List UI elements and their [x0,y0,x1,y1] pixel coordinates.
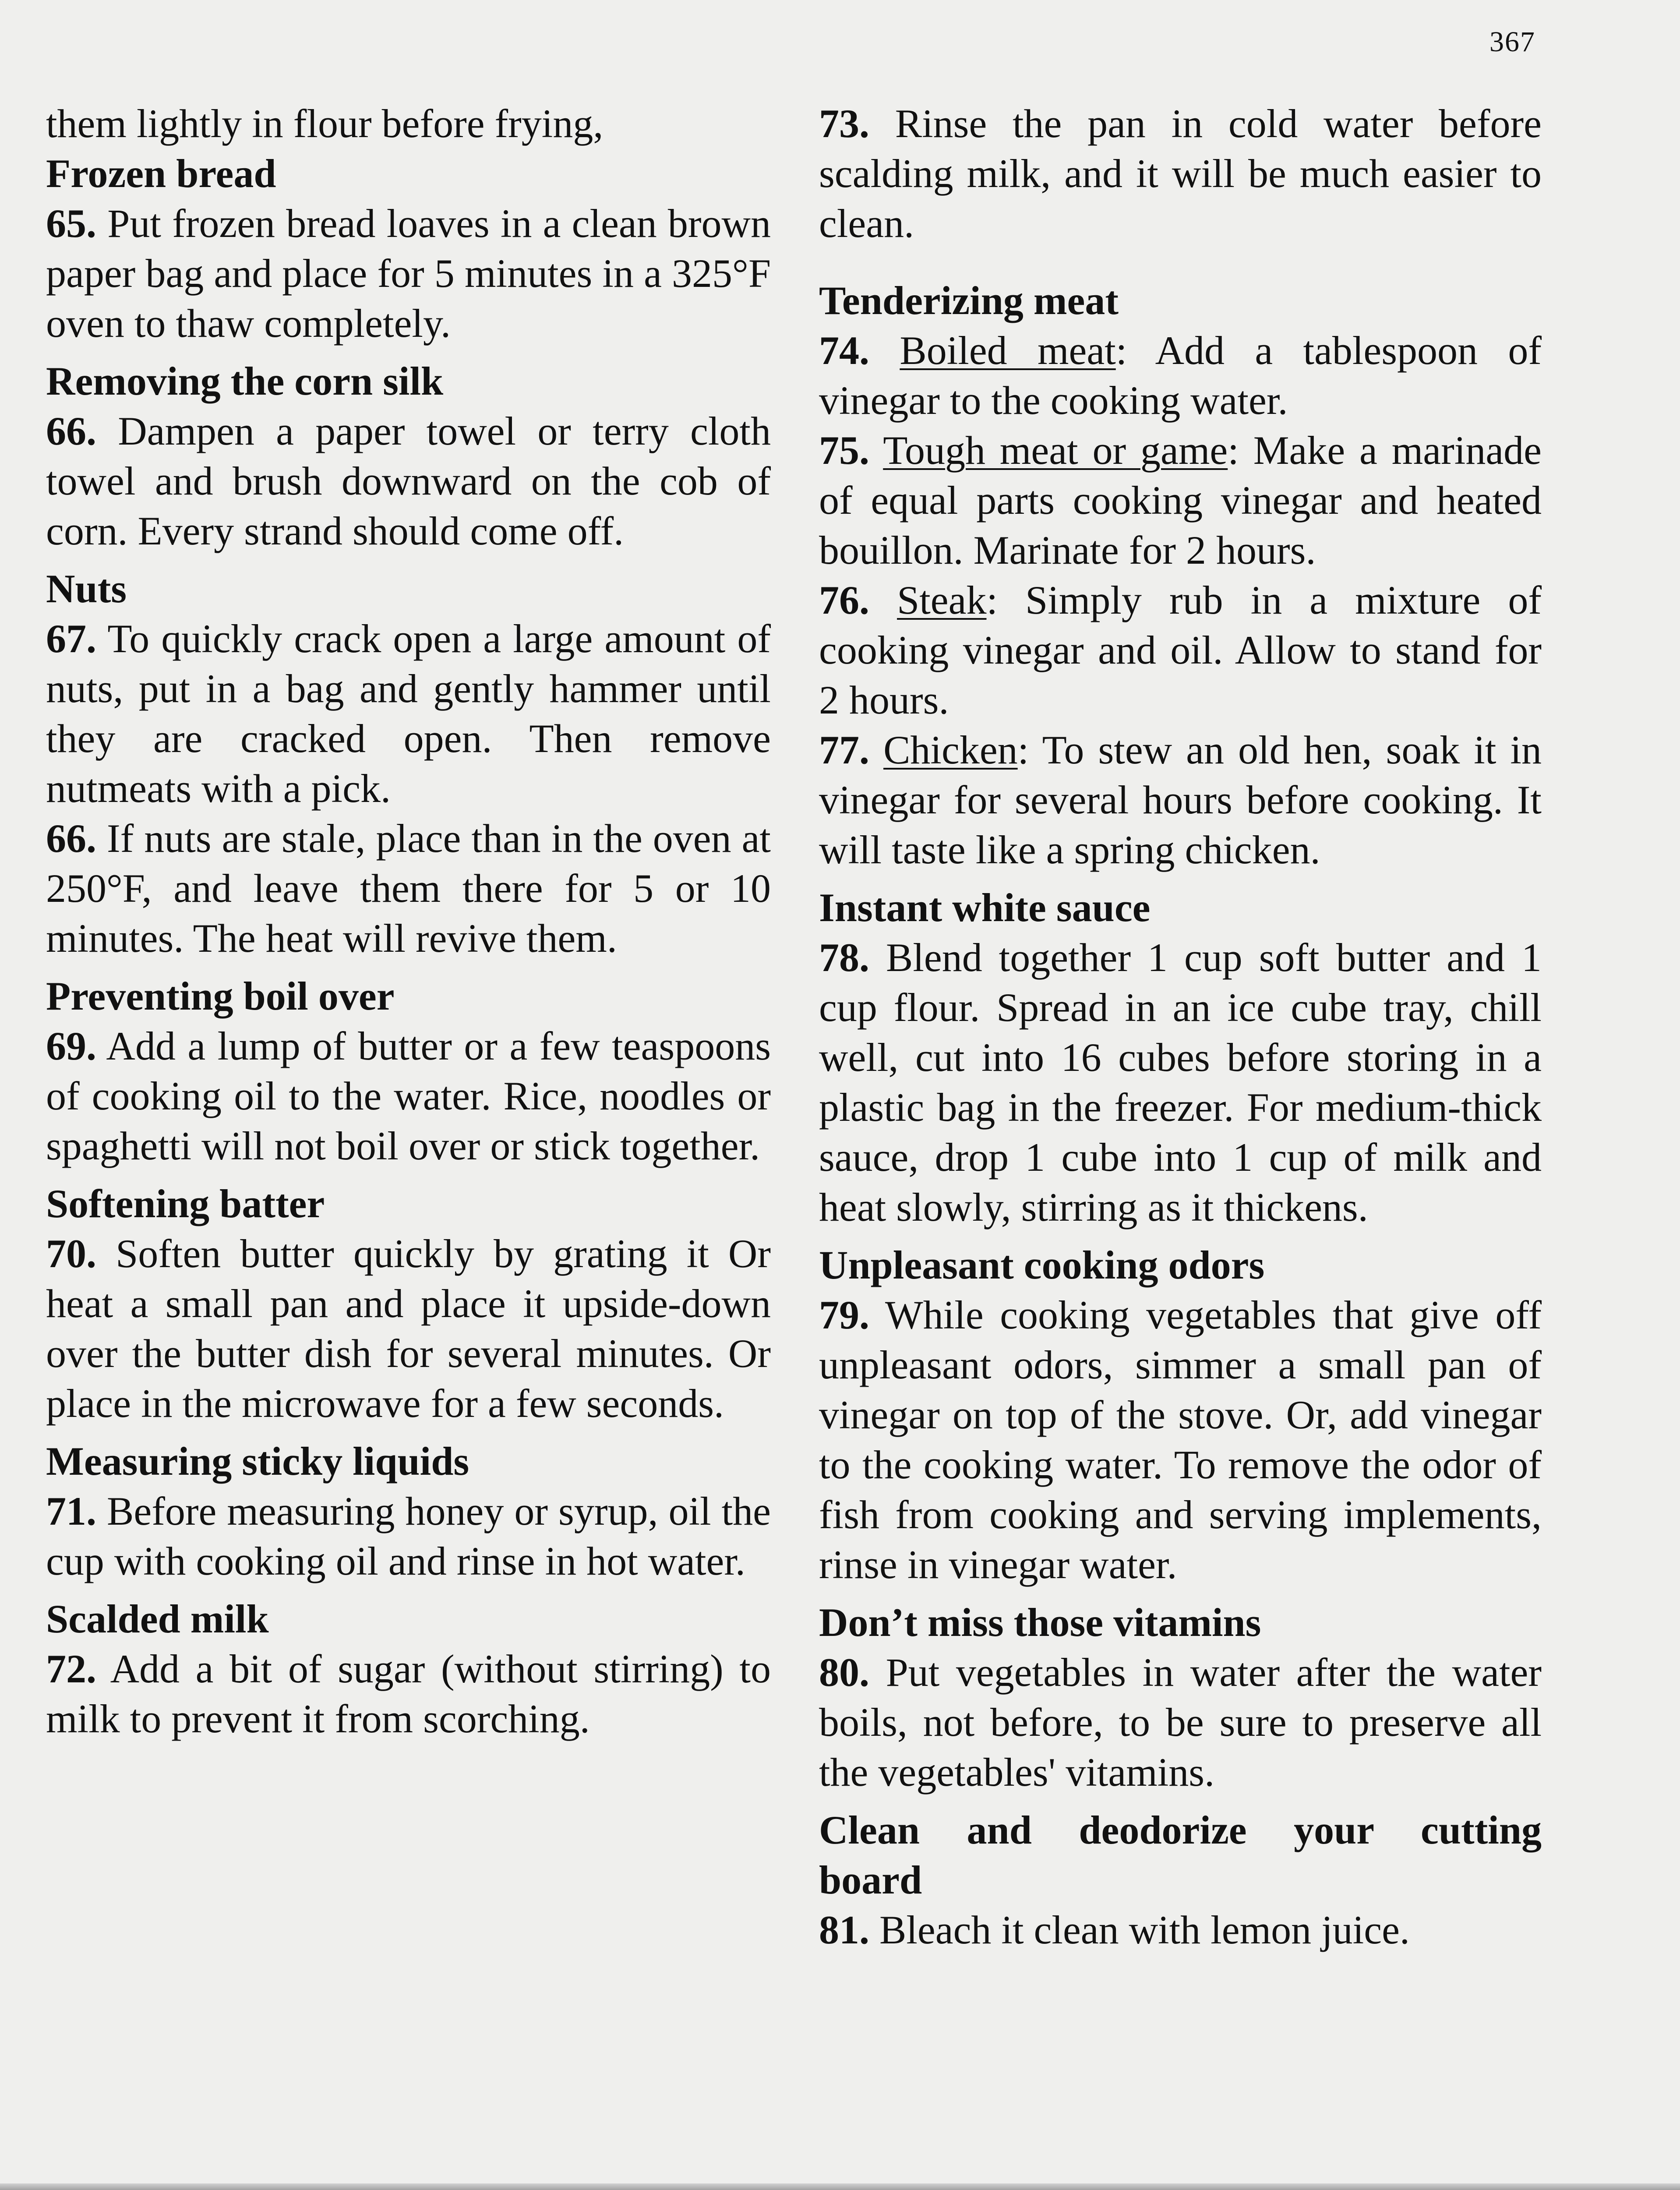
section-heading: Unpleasant cooking odors [819,1243,1265,1287]
section-boil-over [46,971,771,1171]
section-frozen-bread [46,148,771,348]
section-heading: Don’t miss those vitamins [819,1600,1261,1645]
section-sticky-liquids [46,1436,771,1586]
tip-number: 78. [819,935,869,980]
tip-text: Blend together 1 cup soft butter and 1 cup flour. Spread in an ice cube tray, chill well, cut into 16 cubes before storing in a plastic bag in the freezer. For medium-thick sauce, drop 1 cube into 1 cup of milk and heat slowly, stirring as it thickens. [819,935,1542,1229]
tip-number: 77. [819,728,869,772]
tip-label: Chicken [883,728,1018,772]
section-heading: Clean and deodorize your cutting [819,1808,1542,1852]
tip-number: 65. [46,201,96,246]
section-scalded-milk-continued [819,99,1542,248]
right-column [819,99,1542,1963]
section-heading: Instant white sauce [819,885,1151,930]
tip-text: Before measuring honey or syrup, oil the cup with cooking oil and rinse in hot water. [46,1489,771,1583]
continuation-text: them lightly in flour before frying, [46,101,604,146]
section-heading: Measuring sticky liquids [46,1439,469,1484]
tip-text: Put vegetables in water after the water boils, not before, to be sure to preserve all the vegetables' vitamins. [819,1650,1542,1794]
tip-item [819,425,1542,575]
tip-number: 80. [819,1650,869,1695]
tip-text: Dampen a paper towel or terry cloth towel and brush downward on the cob of corn. Every strand should come off. [46,409,771,553]
tip-text: Add a lump of butter or a few teaspoons of cooking oil to the water. Rice, noodles or spaghetti will not boil over or stick together. [46,1024,771,1168]
tip-item [819,1647,1542,1797]
tip-item [46,406,771,556]
section-tenderizing-meat [819,276,1542,875]
tip-number: 75. [819,428,869,473]
tip-number: 67. [46,616,96,661]
tip-number: 66. [46,816,96,861]
tip-item [46,1229,771,1428]
tip-item [819,99,1542,248]
tip-item [819,325,1542,425]
tip-number: 72. [46,1646,96,1691]
tip-text: Rinse the pan in cold water before scalding milk, and it will be much easier to clean. [819,101,1542,246]
tip-label: Steak [897,578,987,622]
tip-item [46,1486,771,1586]
tip-item [46,614,771,813]
tip-text: : Make a marinade of equal parts cooking vinegar and heated bouillon. Marinate for 2 hours. [819,428,1542,572]
tip-text: Soften butter quickly by grating it Or heat a small pan and place it upside-down over the butter dish for several minutes. Or place in the microwave for a few seconds. [46,1231,771,1426]
tip-number: 73. [819,101,869,146]
tip-label: Boiled meat [900,328,1116,373]
section-corn-silk [46,356,771,556]
tip-text: : Simply rub in a mixture of cooking vinegar and oil. Allow to stand for 2 hours. [819,578,1542,722]
section-white-sauce [819,883,1542,1232]
section-heading: Tenderizing meat [819,278,1119,323]
tip-number: 81. [819,1907,869,1952]
tip-item [46,1021,771,1171]
tip-item [46,198,771,348]
tip-text: Add a bit of sugar (without stirring) to milk to prevent it from scorching. [46,1646,771,1741]
tip-number: 71. [46,1489,96,1533]
tip-item [819,575,1542,725]
section-heading: Nuts [46,566,127,611]
section-heading: Frozen bread [46,151,276,196]
section-nuts [46,564,771,963]
tip-number: 69. [46,1024,96,1068]
tip-number: 70. [46,1231,96,1276]
section-cutting-board [819,1805,1542,1955]
tip-item [819,1290,1542,1590]
tip-text: To quickly crack open a large amount of nuts, put in a bag and gently hammer until they are cracked open. Then remove nutmeats with a pick. [46,616,771,811]
tip-item [46,813,771,963]
tip-text: : Add a tablespoon of vinegar to the cooking water. [819,328,1542,423]
spacer [819,256,1542,276]
tip-text: Bleach it clean with lemon juice. [879,1907,1410,1952]
tip-number: 74. [819,328,869,373]
tip-text: If nuts are stale, place than in the oven at 250°F, and leave them there for 5 or 10 minutes. The heat will revive them. [46,816,771,961]
section-heading-continued: board [819,1858,922,1902]
section-scalded-milk [46,1594,771,1744]
tip-number: 66. [46,409,96,453]
tip-text: : To stew an old hen, soak it in vinegar for several hours before cooking. It will taste like a spring chicken. [819,728,1542,872]
section-heading: Scalded milk [46,1597,269,1641]
left-column [46,99,771,1752]
tip-item [819,725,1542,875]
tip-number: 79. [819,1293,869,1337]
tip-item [46,1644,771,1744]
section-heading: Removing the corn silk [46,359,444,403]
tip-number: 76. [819,578,869,622]
tip-text: While cooking vegetables that give off unpleasant odors, simmer a small pan of vinegar on top of the stove. Or, add vinegar to the cooking water. To remove the odor of fish from cooking and serving implements, rinse in vinegar water. [819,1293,1542,1587]
tip-item [819,933,1542,1232]
section-vitamins [819,1597,1542,1797]
tip-text: Put frozen bread loaves in a clean brown paper bag and place for 5 minutes in a 325°F oven to thaw completely. [46,201,771,346]
tip-item [819,1905,1542,1955]
section-cooking-odors [819,1240,1542,1590]
tip-label: Tough meat or game [883,428,1228,473]
section-heading: Softening batter [46,1181,325,1226]
page-bottom-edge [0,2183,1680,2190]
section-heading: Preventing boil over [46,974,395,1018]
section-softening-batter [46,1179,771,1428]
page-number: 367 [1489,26,1535,58]
